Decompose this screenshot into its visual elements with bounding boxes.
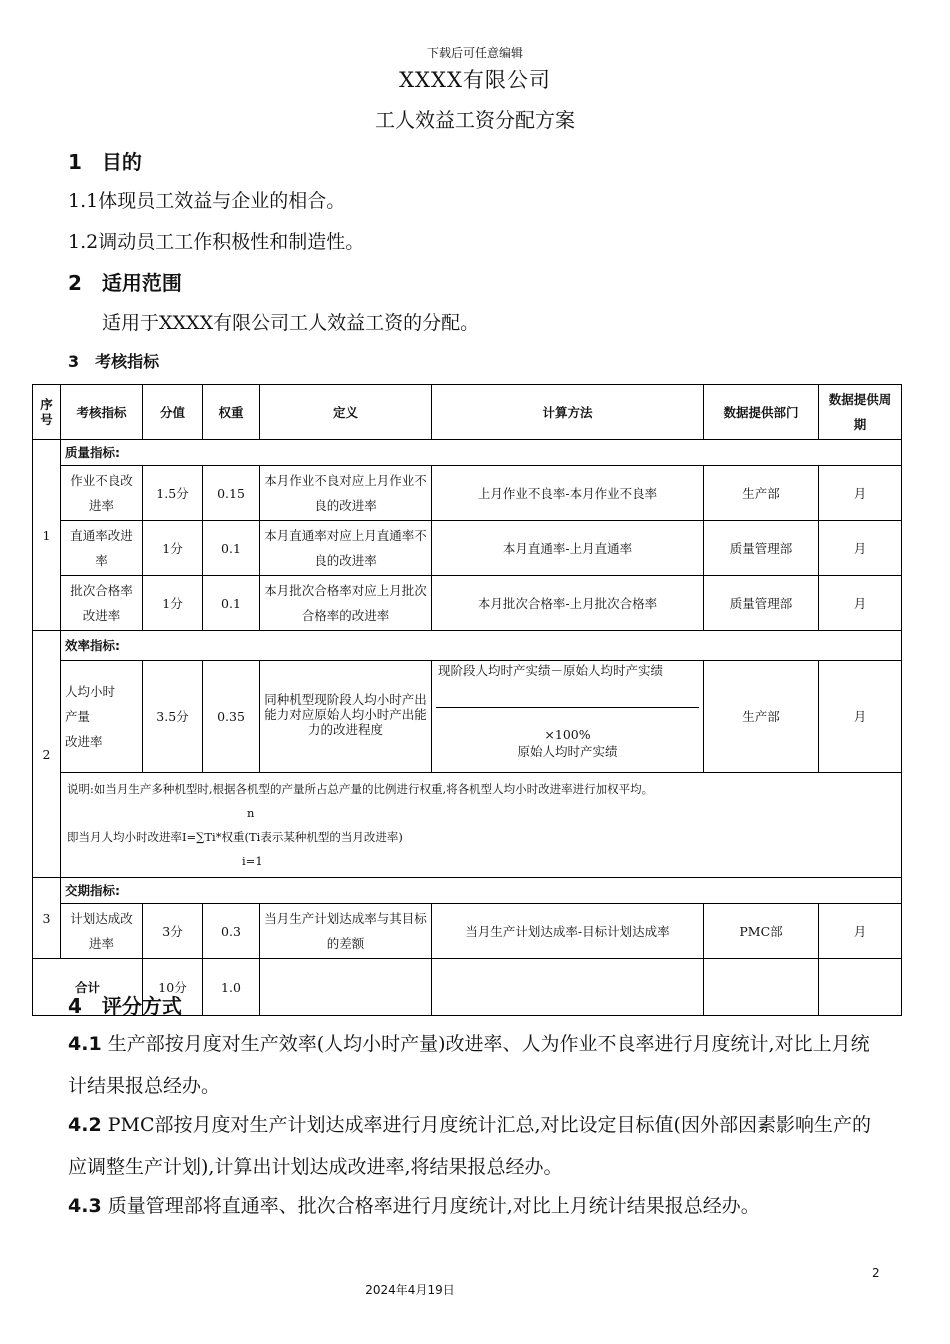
section2-heading: 2 适用范围 — [68, 271, 182, 295]
page-number: 2 — [872, 1266, 880, 1280]
period-cell: 月 — [819, 576, 902, 631]
indicator-cell: 作业不良改进率 — [61, 466, 143, 521]
section1-item-1: 1.1体现员工效益与企业的相合。 — [68, 190, 346, 212]
category-label: 质量指标: — [61, 440, 902, 466]
total-score: 10分 — [143, 959, 203, 1016]
definition-cell: 本月作业不良对应上月作业不良的改进率 — [260, 466, 432, 521]
weight-cell: 0.1 — [203, 521, 260, 576]
period-cell: 月 — [819, 661, 902, 773]
col-header-dept: 数据提供部门 — [704, 385, 819, 440]
document-subtitle: 工人效益工资分配方案 — [375, 108, 575, 132]
col-header-indicator: 考核指标 — [61, 385, 143, 440]
sum-lower-index: i=1 — [242, 854, 263, 868]
sum-upper-index: n — [247, 806, 255, 820]
indicator-cell: 人均小时 产量 改进率 — [61, 661, 143, 773]
weight-cell: 0.35 — [203, 661, 260, 773]
definition-cell: 本月直通率对应上月直通率不良的改进率 — [260, 521, 432, 576]
group-number: 2 — [33, 631, 61, 878]
formula-denominator: 原始人均时产实绩 — [517, 744, 618, 759]
header-note: 下载后可任意编辑 — [426, 46, 523, 60]
section3-heading: 3 考核指标 — [68, 352, 160, 371]
col-header-no: 序号 — [33, 385, 61, 440]
definition-cell: 同种机型现阶段人均小时产出能力对应原始人均小时产出能力的改进程度 — [260, 661, 432, 773]
group-number: 3 — [33, 878, 61, 959]
section2-text: 适用于XXXX有限公司工人效益工资的分配。 — [102, 312, 480, 334]
section4-heading: 4 评分方式 — [68, 994, 182, 1018]
section1-item-2: 1.2调动员工工作积极性和制造性。 — [68, 231, 365, 253]
period-cell: 月 — [819, 904, 902, 959]
score-cell: 1.5分 — [143, 466, 203, 521]
score-cell: 1分 — [143, 576, 203, 631]
table-row — [33, 631, 902, 661]
definition-cell: 本月批次合格率对应上月批次合格率的改进率 — [260, 576, 432, 631]
weight-cell: 0.3 — [203, 904, 260, 959]
weight-cell: 0.1 — [203, 576, 260, 631]
footer-date: 2024年4月19日 — [365, 1283, 455, 1297]
section4-item-2: 4.2 PMC部按月度对生产计划达成率进行月度统计汇总,对比设定目标值(因外部因素影响生产的应调整生产计划),计算出计划达成改进率,将结果报总经办。 — [68, 1114, 871, 1178]
section4-item-3: 4.3 质量管理部将直通率、批次合格率进行月度统计,对比上月统计结果报总经办。 — [68, 1195, 760, 1217]
dept-cell: 生产部 — [704, 661, 819, 773]
assessment-table — [32, 384, 902, 1016]
period-cell: 月 — [819, 466, 902, 521]
section1-heading: 1 目的 — [68, 150, 142, 174]
empty-cell — [819, 959, 902, 1016]
weight-cell: 0.15 — [203, 466, 260, 521]
empty-cell — [704, 959, 819, 1016]
indicator-cell: 计划达成改进率 — [61, 904, 143, 959]
method-cell: 本月直通率-上月直通率 — [432, 521, 704, 576]
definition-cell: 当月生产计划达成率与其目标的差额 — [260, 904, 432, 959]
note-line: 说明:如当月生产多种机型时,根据各机型的产量所占总产量的比例进行权重,将各机型人均小时改进率进行加权平均。 — [67, 782, 654, 796]
formula-multiplier: ×100% — [544, 727, 591, 742]
method-cell: 本月批次合格率-上月批次合格率 — [432, 576, 704, 631]
dept-cell: 质量管理部 — [704, 576, 819, 631]
period-cell: 月 — [819, 521, 902, 576]
table-header-row — [33, 385, 902, 440]
note-cell — [61, 773, 902, 878]
dept-cell: 生产部 — [704, 466, 819, 521]
score-cell: 1分 — [143, 521, 203, 576]
section4-item-1: 4.1 生产部按月度对生产效率(人均小时产量)改进率、人为作业不良率进行月度统计,对比上月统计结果报总经办。 — [68, 1033, 870, 1097]
indicator-cell: 批次合格率改进率 — [61, 576, 143, 631]
table-row — [33, 773, 902, 878]
total-label: 合计 — [33, 959, 143, 1016]
empty-cell — [432, 959, 704, 1016]
dept-cell: 质量管理部 — [704, 521, 819, 576]
formula-cell — [432, 661, 704, 773]
group-number: 1 — [33, 440, 61, 631]
score-cell: 3.5分 — [143, 661, 203, 773]
col-header-weight: 权重 — [203, 385, 260, 440]
col-header-period: 数据提供周期 — [819, 385, 902, 440]
table-row — [33, 521, 902, 576]
formula-numerator: 现阶段人均时产实绩－原始人均时产实绩 — [438, 663, 664, 678]
indicator-cell: 直通率改进率 — [61, 521, 143, 576]
score-cell: 3分 — [143, 904, 203, 959]
empty-cell — [260, 959, 432, 1016]
category-label: 效率指标: — [61, 631, 902, 661]
table-row — [33, 878, 902, 904]
document-title: XXXX有限公司 — [399, 68, 551, 92]
dept-cell: PMC部 — [704, 904, 819, 959]
table-row — [33, 440, 902, 466]
table-row — [33, 661, 902, 773]
table-row — [33, 576, 902, 631]
table-row — [33, 904, 902, 959]
method-cell: 上月作业不良率-本月作业不良率 — [432, 466, 704, 521]
col-header-score: 分值 — [143, 385, 203, 440]
method-cell: 当月生产计划达成率-目标计划达成率 — [432, 904, 704, 959]
note-formula: 即当月人均小时改进率I=∑Ti*权重(Ti表示某种机型的当月改进率) — [67, 830, 403, 844]
total-weight: 1.0 — [203, 959, 260, 1016]
table-row — [33, 466, 902, 521]
category-label: 交期指标: — [61, 878, 902, 904]
col-header-definition: 定义 — [260, 385, 432, 440]
col-header-method: 计算方法 — [432, 385, 704, 440]
